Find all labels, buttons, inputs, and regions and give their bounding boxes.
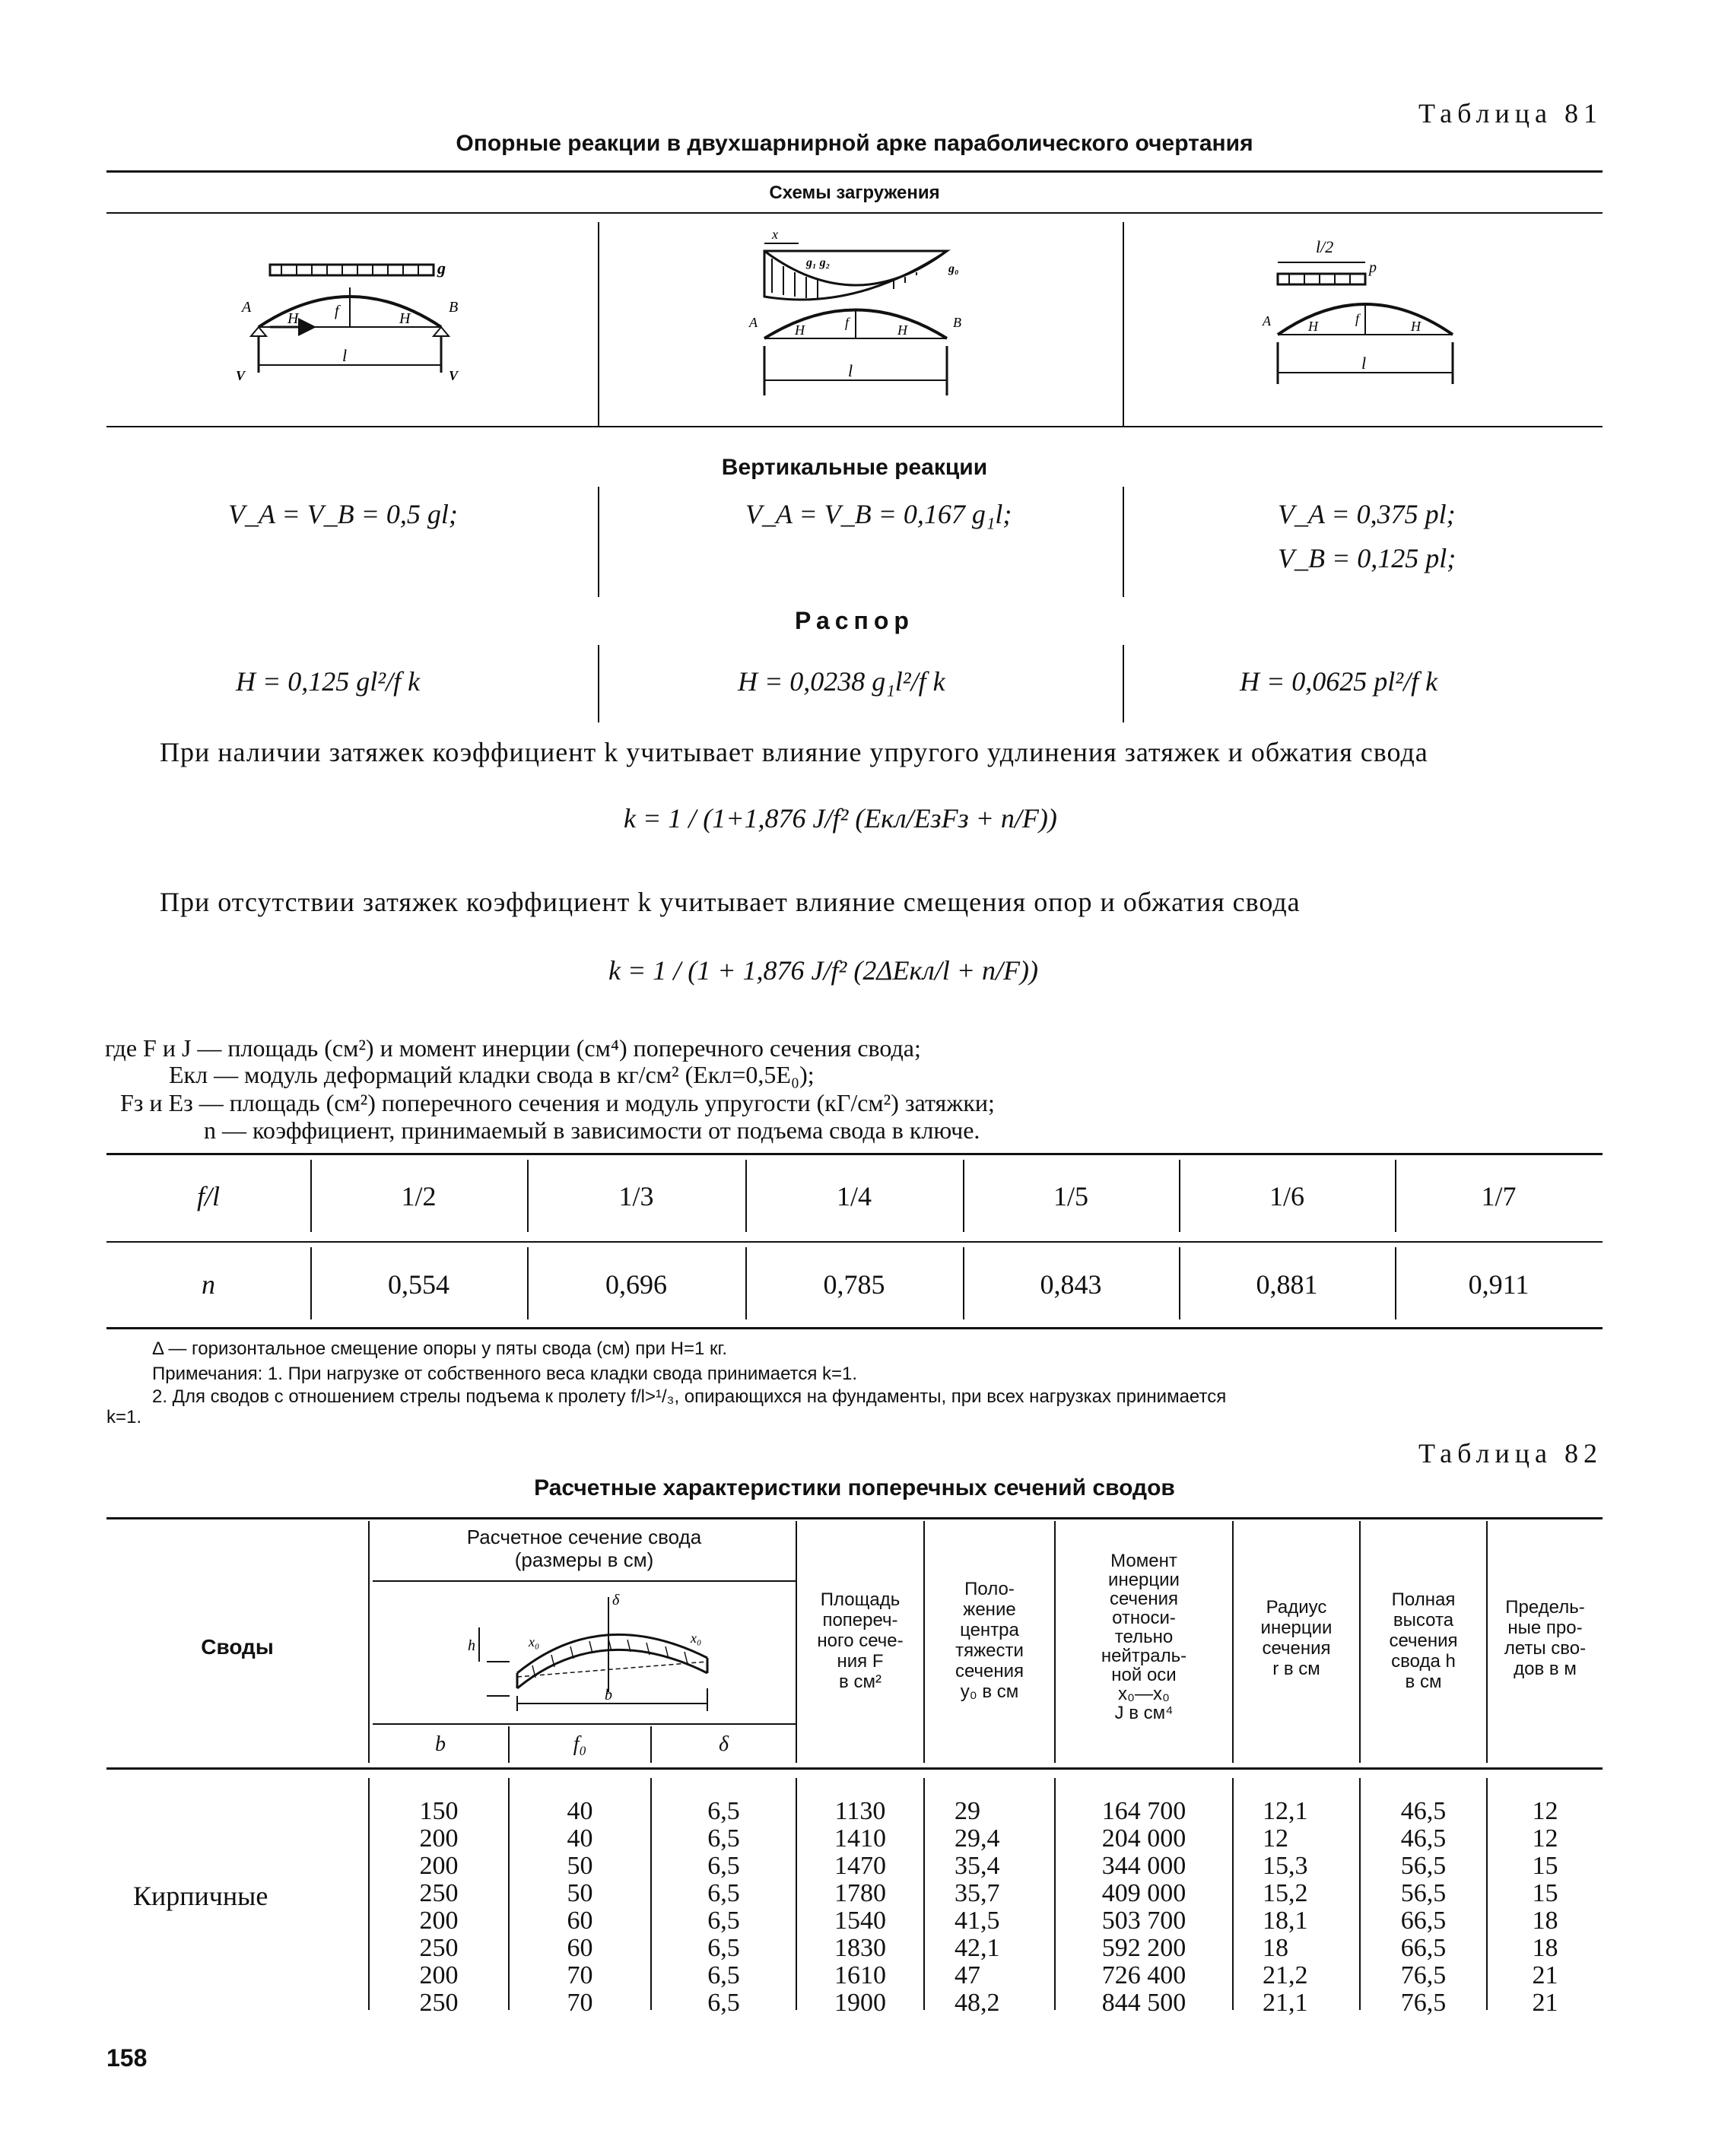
rule [106, 1767, 1603, 1770]
header-svody: Своды [201, 1635, 274, 1659]
row-label-f-l: f/l [196, 1181, 220, 1211]
column-area: 1130 1410 1470 1780 1540 1830 1610 1900 [834, 1797, 886, 2017]
ratio-cell: 1/7 [1481, 1181, 1517, 1211]
column-moment: 164 700 204 000 344 000 409 000 503 700 592 200 726 400 844 500 [1101, 1797, 1186, 2017]
formula-thrust-3: H = 0,0625 pl²/f k [1240, 666, 1438, 697]
header-span: Предель- ные про- леты сво- дов в м [1504, 1597, 1587, 1679]
header-delta: δ [718, 1732, 729, 1756]
rule [106, 1241, 1603, 1243]
divider [923, 1778, 925, 2010]
definition-Fz-Ez: Fз и Eз — площадь (см²) поперечного сечения и модуль упругости (кГ/см²) затяжки; [120, 1089, 995, 1116]
svg-text:f: f [845, 315, 850, 330]
svg-text:H: H [795, 322, 805, 338]
svg-text:H: H [399, 310, 411, 327]
scheme-uniform-load-diagram [228, 251, 479, 395]
ratio-cell: 1/5 [1053, 1181, 1088, 1211]
n-cell: 0,843 [1040, 1269, 1102, 1300]
header-section-line2: (размеры в см) [514, 1548, 654, 1571]
header-moment: Момент инерции сечения относи- тельно нейтраль- ной оси x₀—x₀ J в см⁴ [1101, 1551, 1187, 1723]
header-y0: Поло- жение центра тяжести сечения y₀ в см [955, 1579, 1024, 1702]
svg-text:H: H [897, 322, 907, 338]
rule [106, 426, 1603, 427]
header-f0: f₀ [573, 1732, 587, 1756]
definition-n: n — коэффициент, принимаемый в зависимости от подъема свода в ключе. [204, 1116, 980, 1144]
note-delta: Δ — горизонтальное смещение опоры у пяты свода (см) при H=1 кг. [152, 1338, 728, 1359]
svg-text:l: l [342, 346, 348, 365]
header-section-line1: Расчетное сечение свода [466, 1526, 702, 1548]
svg-text:h: h [468, 1637, 475, 1654]
svg-text:A: A [1263, 313, 1271, 329]
svg-text:x: x [772, 228, 778, 242]
divider [368, 1521, 370, 1763]
rule [106, 1327, 1603, 1329]
svg-text:x₀: x₀ [529, 1634, 540, 1650]
header-height: Полная высота сечения свода h в см [1389, 1589, 1458, 1692]
note-1: Примечания: 1. При нагрузке от собственного веса кладки свода принимается k=1. [152, 1364, 858, 1384]
divider [1123, 487, 1124, 597]
note-2-continuation: k=1. [106, 1407, 142, 1427]
schemes-header: Схемы загружения [769, 183, 940, 203]
group-label-brick: Кирпичные [133, 1881, 268, 1911]
svg-text:g₀: g₀ [948, 262, 959, 275]
formula-thrust-2: H = 0,0238 g₁l²/f k [738, 666, 945, 697]
svg-text:A: A [242, 299, 252, 316]
column-delta: 6,5 6,5 6,5 6,5 6,5 6,5 6,5 6,5 [707, 1797, 740, 2017]
header-area: Площадь попереч- ного сече- ния F в см² [817, 1589, 904, 1692]
definition-F-J: где F и J — площадь (см²) и момент инерции (см⁴) поперечного сечения свода; [105, 1034, 921, 1062]
column-b: 150 200 200 250 200 250 200 250 [419, 1797, 459, 2017]
rule [373, 1580, 796, 1582]
n-cell: 0,696 [605, 1269, 667, 1300]
ratio-cell: 1/6 [1269, 1181, 1304, 1211]
ratio-cell: 1/4 [836, 1181, 872, 1211]
svg-text:H: H [1308, 319, 1318, 334]
n-cell: 0,881 [1256, 1269, 1318, 1300]
table-82-label: Таблица 82 [1418, 1438, 1603, 1469]
formula-vertical-1: V_A = V_B = 0,5 gl; [228, 499, 458, 529]
n-cell: 0,554 [388, 1269, 449, 1300]
rule [106, 1153, 1603, 1155]
column-y0: 29 29,4 35,4 35,7 41,5 42,1 47 48,2 [955, 1797, 1000, 2017]
svg-text:H: H [287, 310, 299, 327]
divider [598, 645, 599, 722]
formula-vertical-2: V_A = V_B = 0,167 g₁l; [745, 499, 1012, 529]
table-81-label: Таблица 81 [1418, 98, 1603, 129]
n-cell: 0,911 [1468, 1269, 1530, 1300]
svg-text:H: H [1411, 319, 1421, 334]
rule [106, 170, 1603, 173]
raspor-header: Распор [795, 607, 914, 634]
rule [106, 1517, 1603, 1519]
n-cell: 0,785 [823, 1269, 885, 1300]
column-height: 46,5 46,5 56,5 56,5 66,5 66,5 76,5 76,5 [1400, 1797, 1447, 2017]
rule [373, 1723, 796, 1725]
column-span: 12 12 15 15 18 18 21 21 [1532, 1797, 1558, 2017]
note-2: 2. Для сводов с отношением стрелы подъема к пролету f/l>¹/₃, опирающихся на фундаменты, при всех нагрузках принимается [152, 1386, 1227, 1407]
svg-text:g: g [437, 259, 446, 278]
ratio-cell: 1/2 [401, 1181, 437, 1211]
page-number: 158 [106, 2044, 148, 2072]
svg-text:V: V [449, 368, 459, 383]
definition-Ekl: Eкл — модуль деформаций кладки свода в кг/см² (Eкл=0,5E₀); [169, 1061, 815, 1088]
divider [598, 222, 599, 426]
svg-text:B: B [953, 315, 961, 330]
row-label-n: n [202, 1269, 215, 1300]
paragraph-without-ties: При отсутствии затяжек коэффициент k учитывает влияние смещения опор и обжатия свода [160, 887, 1301, 917]
formula-vertical-3b: V_B = 0,125 pl; [1278, 543, 1456, 573]
column-f0: 40 40 50 50 60 60 70 70 [567, 1797, 593, 2017]
rule [106, 212, 1603, 214]
paragraph-with-ties: При наличии затяжек коэффициент k учитывает влияние упругого удлинения затяжек и обжатия свода [160, 737, 1428, 767]
divider [1123, 645, 1124, 722]
divider [1123, 222, 1124, 426]
column-radius: 12,1 12 15,3 15,2 18,1 18 21,2 21,1 [1263, 1797, 1308, 2017]
svg-text:p: p [1369, 259, 1377, 276]
svg-text:B: B [449, 299, 459, 316]
formula-thrust-1: H = 0,125 gl²/f k [236, 666, 421, 697]
header-b: b [435, 1732, 446, 1756]
svg-text:V: V [236, 368, 246, 383]
formula-vertical-3a: V_A = 0,375 pl; [1278, 499, 1456, 529]
svg-text:f: f [335, 303, 339, 319]
svg-text:l: l [1361, 354, 1367, 373]
divider [1232, 1778, 1234, 2010]
table-82-title: Расчетные характеристики поперечных сечений сводов [534, 1475, 1175, 1500]
svg-text:f: f [1355, 311, 1360, 326]
svg-text:l/2: l/2 [1316, 237, 1334, 256]
formula-k-without-ties: k = 1 / (1 + 1,876 J/f² (2ΔEкл/l + n/F)) [608, 955, 1038, 986]
svg-text:x₀: x₀ [691, 1630, 702, 1646]
svg-text:δ: δ [612, 1592, 620, 1608]
ratio-cell: 1/3 [618, 1181, 654, 1211]
vertical-reactions-header: Вертикальные реакции [721, 455, 988, 480]
formula-k-with-ties: k = 1 / (1+1,876 J/f² (Eкл/EзFз + n/F)) [624, 803, 1057, 834]
scheme-parabolic-load-diagram [742, 228, 993, 403]
arch-section-diagram [456, 1589, 715, 1719]
divider [598, 487, 599, 597]
scheme-half-span-load-diagram [1255, 236, 1506, 395]
table-81-title: Опорные реакции в двухшарнирной арке параболического очертания [456, 131, 1253, 156]
svg-text:b: b [605, 1687, 612, 1704]
svg-text:l: l [848, 361, 853, 380]
svg-text:g₁ g₂: g₁ g₂ [806, 256, 831, 269]
svg-text:A: A [749, 315, 758, 330]
header-radius: Радиус инерции сечения r в см [1260, 1597, 1333, 1679]
